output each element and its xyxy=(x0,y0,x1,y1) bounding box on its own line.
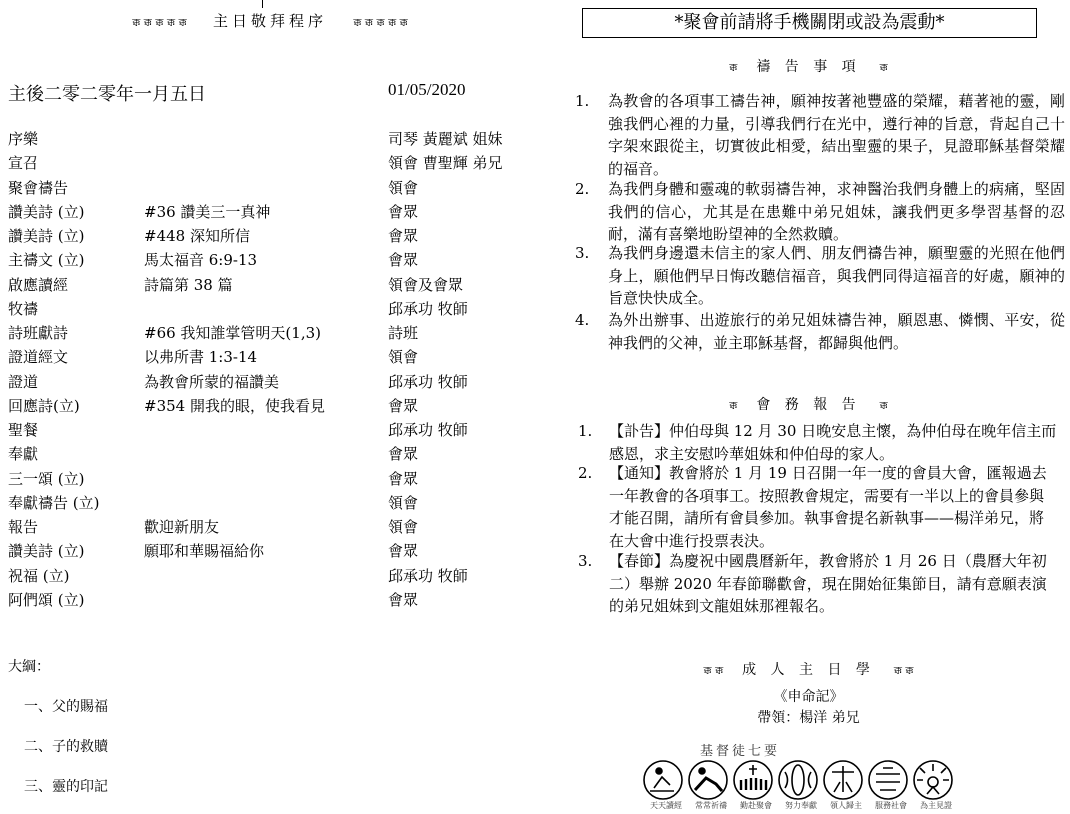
sunday-school-leader: 帶領：楊洋 弟兄 xyxy=(757,710,860,726)
program-leader: 會眾 xyxy=(388,202,419,221)
ornament-left: ক্ক ক্ক ক্ক ক্ক ক্ক xyxy=(132,16,187,29)
program-detail: #36 讚美三一真神 xyxy=(144,202,271,221)
program-row xyxy=(8,225,538,249)
program-leader: 邱承功 牧師 xyxy=(388,421,468,439)
program-leader: 會眾 xyxy=(388,445,419,464)
ornament-icon: ক্ক xyxy=(879,399,888,412)
program-item: 詩班獻詩 xyxy=(8,324,69,342)
offering-icon xyxy=(779,761,817,799)
item-text: 為教會的各項事工禱告神，願神按著祂豐盛的榮耀，藉著祂的靈，剛強我們心裡的力量，引導我們行在光中，遵行神的旨意，背起自己十字架來跟從主，切實彼此相愛，結出聖靈的果子，見證耶穌基督榮耀的福音。 xyxy=(608,92,1065,178)
prayer-section-heading xyxy=(582,56,1035,78)
seven-essentials-title: 基督徒七要 xyxy=(700,744,781,759)
program-leader: 會眾 xyxy=(388,469,419,488)
evangelism-icon xyxy=(824,761,862,799)
date-numeric: 01/05/2020 xyxy=(388,80,466,99)
program-leader: 邱承功 牧師 xyxy=(388,372,468,391)
item-text: 【春節】為慶祝中國農曆新年，教會將於 1 月 26 日（農曆大年初二）舉辦 2020 年春節聯歡會，現在開始征集節目，請有意願表演的弟兄姐妹到文龍姐妹那裡報名。 xyxy=(609,552,1047,615)
program-detail: 以弗所書 1:3-14 xyxy=(144,348,258,367)
seven-caption: 勤赴聚會 xyxy=(740,801,772,810)
ornament-icon: ক্ক ক্ক xyxy=(893,664,914,677)
program-leader: 司琴 黃麗斌 姐妹 xyxy=(388,130,503,148)
seven-caption: 常常祈禱 xyxy=(695,801,727,810)
item-text: 為外出辦事、出遊旅行的弟兄姐妹禱告神，願恩惠、憐憫、平安，從神我們的父神，並主耶穌基督，都歸與他們。 xyxy=(608,311,1065,352)
program-row xyxy=(8,346,538,370)
program-leader: 會眾 xyxy=(388,590,419,609)
program-item: 聚會禱告 xyxy=(8,178,69,197)
program-leader: 邱承功 牧師 xyxy=(388,566,468,585)
program-detail: #448 深知所信 xyxy=(144,227,250,245)
top-divider-tick xyxy=(262,0,263,8)
seven-essentials-logo xyxy=(640,758,965,802)
prayer-item xyxy=(575,242,1065,310)
program-item: 祝福 (立) xyxy=(8,566,70,585)
program-row xyxy=(8,152,538,176)
sunday-school-heading xyxy=(582,659,1035,681)
program-detail: 詩篇第 38 篇 xyxy=(144,275,233,294)
service-icon xyxy=(869,761,907,799)
ornament-icon: ক্ক xyxy=(879,61,888,74)
program-row xyxy=(8,516,538,540)
outline-item: 三、靈的印記 xyxy=(24,779,108,795)
program-item: 讚美詩 (立) xyxy=(8,202,85,221)
program-detail: #66 我知誰掌管明天(1,3) xyxy=(144,324,321,342)
item-number: 3. xyxy=(578,552,593,570)
sunday-school-book: 《申命記》 xyxy=(773,689,844,705)
prayer-title: 禱 告 事 項 xyxy=(756,59,861,75)
ornament-icon: ক্ক xyxy=(729,399,738,412)
program-item: 證道 xyxy=(8,372,39,391)
seven-caption: 為主見證 xyxy=(920,801,952,810)
program-leader: 詩班 xyxy=(388,324,419,342)
report-item xyxy=(578,462,1058,552)
reports-section-heading xyxy=(582,394,1035,416)
item-number: 1. xyxy=(578,422,593,440)
program-row xyxy=(8,443,538,467)
program-row xyxy=(8,419,538,443)
program-row xyxy=(8,395,538,419)
program-leader: 領會 xyxy=(388,348,419,367)
seven-caption: 領人歸主 xyxy=(830,801,862,810)
program-item: 讚美詩 (立) xyxy=(8,542,85,561)
program-item: 宣召 xyxy=(8,154,39,173)
program-detail: 為教會所蒙的福讚美 xyxy=(144,372,280,391)
program-leader: 領會 xyxy=(388,178,419,197)
program-row xyxy=(8,492,538,516)
program-item: 報告 xyxy=(8,518,39,536)
prayer-item xyxy=(575,90,1065,180)
program-leader: 領會及會眾 xyxy=(388,275,464,294)
ornament-icon: ক্ক xyxy=(729,61,738,74)
prayer-icon xyxy=(689,761,727,799)
ornament-icon: ক্ক ক্ক xyxy=(703,664,724,677)
item-number: 3. xyxy=(575,244,590,262)
outline-item: 一、父的賜福 xyxy=(24,699,108,715)
prayer-item xyxy=(575,178,1065,246)
program-row xyxy=(8,371,538,395)
program-item: 讚美詩 (立) xyxy=(8,227,85,245)
outline-label: 大綱： xyxy=(8,659,50,675)
item-text: 為我們身體和靈魂的軟弱禱告神，求神醫治我們身體上的病痛，堅固我們的信心，尤其是在患難中弟兄姐妹，讓我們更多學習基督的忍耐，滿有喜樂地盼望神的全然救贖。 xyxy=(608,180,1065,243)
bible-reading-icon xyxy=(644,761,682,799)
seven-caption: 服務社會 xyxy=(875,801,907,810)
program-row xyxy=(8,274,538,298)
program-row xyxy=(8,201,538,225)
program-item: 阿們頌 (立) xyxy=(8,590,85,609)
program-leader: 領會 xyxy=(388,518,419,536)
program-item: 牧禱 xyxy=(8,299,39,318)
program-item: 聖餐 xyxy=(8,421,39,439)
program-detail: 願耶和華賜福給你 xyxy=(144,542,265,561)
program-leader: 會眾 xyxy=(388,251,419,270)
sunday-school-title: 成 人 主 日 學 xyxy=(742,662,875,678)
program-item: 證道經文 xyxy=(8,348,69,367)
program-leader: 會眾 xyxy=(388,396,419,415)
program-detail: 歡迎新朋友 xyxy=(144,518,220,536)
date-chinese: 主後二零二零年一月五日 xyxy=(8,84,206,105)
program-row xyxy=(8,249,538,273)
item-number: 4. xyxy=(575,311,590,329)
program-item: 序樂 xyxy=(8,130,39,148)
report-item xyxy=(578,420,1058,465)
program-row xyxy=(8,540,538,564)
program-row xyxy=(8,589,538,613)
program-detail: #354 開我的眼，使我看見 xyxy=(144,396,325,415)
item-text: 【通知】教會將於 1 月 19 日召開一年一度的會員大會，匯報過去一年教會的各項事工。按照教會規定，需要有一半以上的會員參與才能召開，請所有會員參加。執事會提名新執事——楊洋弟兄，將在大會中進行投票表決。 xyxy=(609,464,1047,550)
program-leader: 邱承功 牧師 xyxy=(388,299,468,318)
order-title-text: 主日敬拜程序 xyxy=(212,12,327,30)
program-item: 奉獻 xyxy=(8,445,39,464)
ornament-right: ক্ক ক্ক ক্ক ক্ক ক্ক xyxy=(353,16,408,29)
item-number: 2. xyxy=(578,464,593,482)
program-item: 主禱文 (立) xyxy=(8,251,85,270)
outline-item: 二、子的救贖 xyxy=(24,739,108,755)
item-text: 【訃告】仲伯母與 12 月 30 日晚安息主懷，為仲伯母在晚年信主而感恩，求主安慰吟華姐妹和仲伯母的家人。 xyxy=(609,422,1057,463)
worship-icon xyxy=(734,761,772,799)
order-of-service-title xyxy=(0,10,540,33)
program-item: 三一頌 (立) xyxy=(8,469,85,488)
program-row xyxy=(8,177,538,201)
seven-caption: 天天讀經 xyxy=(650,801,682,810)
program-leader: 領會 曹聖輝 弟兄 xyxy=(388,154,503,173)
report-item xyxy=(578,550,1058,618)
witness-icon xyxy=(914,761,952,799)
phone-notice-banner: *聚會前請將手機關閉或設為震動* xyxy=(582,8,1037,38)
program-row xyxy=(8,468,538,492)
item-number: 1. xyxy=(575,92,590,110)
program-item: 回應詩(立) xyxy=(8,396,80,415)
seven-caption: 努力奉獻 xyxy=(785,801,817,810)
program-leader: 會眾 xyxy=(388,542,419,561)
program-row xyxy=(8,128,538,152)
program-item: 啟應讀經 xyxy=(8,275,69,294)
program-row xyxy=(8,322,538,346)
program-detail: 馬太福音 6:9-13 xyxy=(144,251,258,270)
program-leader: 領會 xyxy=(388,493,419,512)
program-row xyxy=(8,565,538,589)
program-item: 奉獻禱告 (立) xyxy=(8,493,100,512)
prayer-item xyxy=(575,309,1065,354)
program-leader: 會眾 xyxy=(388,227,419,245)
program-row xyxy=(8,298,538,322)
item-number: 2. xyxy=(575,180,590,198)
item-text: 為我們身邊還未信主的家人們、朋友們禱告神，願聖靈的光照在他們身上，願他們早日悔改聽信福音，與我們同得這福音的好處，願神的旨意快快成全。 xyxy=(608,244,1065,307)
reports-title: 會 務 報 告 xyxy=(756,397,861,413)
